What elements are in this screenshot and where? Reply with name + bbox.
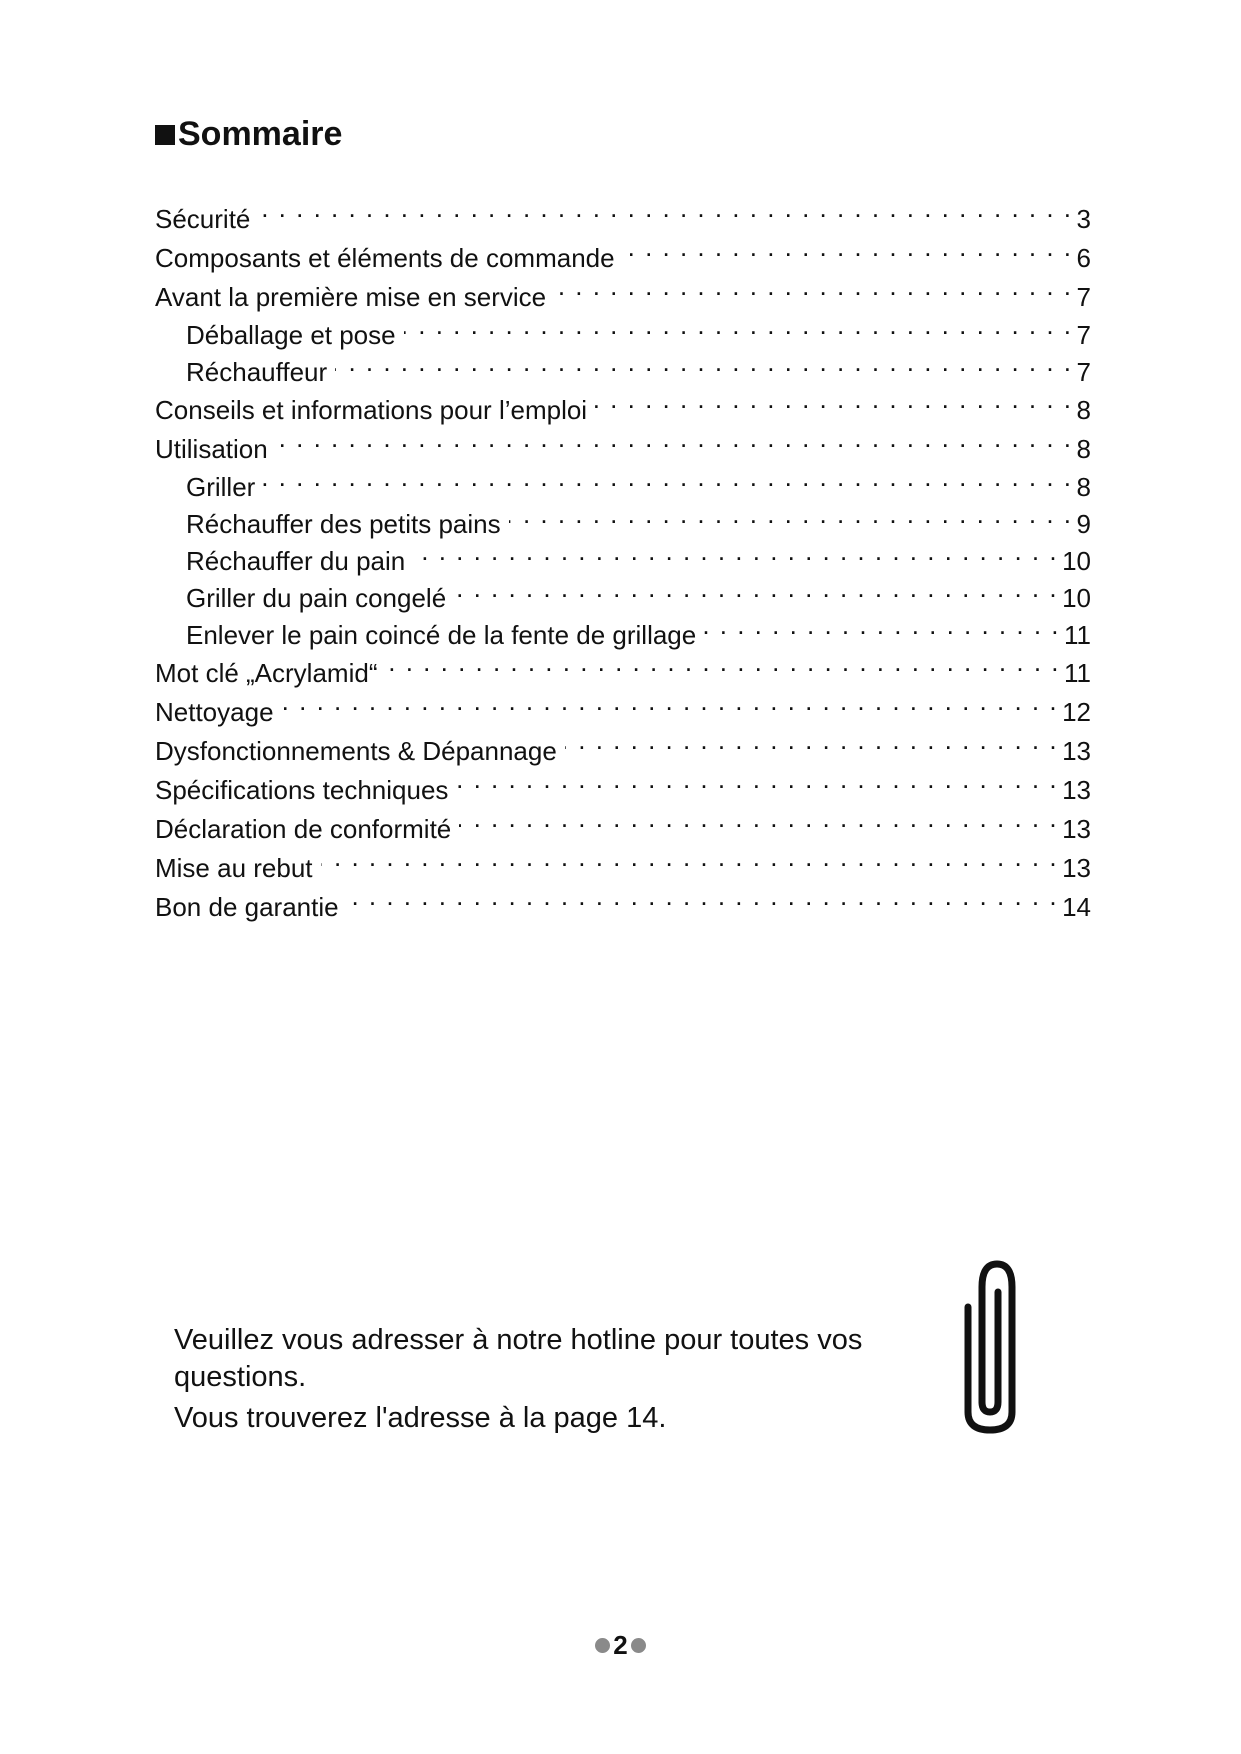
toc-entry-label: Spécifications techniques — [155, 775, 449, 805]
toc-leader-dots — [454, 581, 1058, 607]
toc-entry — [155, 543, 1091, 580]
toc-leader-dots — [554, 280, 1072, 306]
toc-entry-label: Enlever le pain coincé de la fente de grillage — [186, 620, 697, 650]
toc-entry — [155, 506, 1091, 543]
toc-entry — [155, 430, 1091, 469]
toc-entry — [155, 200, 1091, 239]
hotline-note — [174, 1322, 934, 1437]
toc-entry-label: Conseils et informations pour l’emploi — [155, 395, 588, 425]
toc-entry-page: 3 — [1076, 204, 1091, 234]
toc-leader-dots — [282, 695, 1059, 721]
toc-leader-dots — [263, 470, 1072, 496]
toc-entry — [155, 580, 1091, 617]
toc-entry — [155, 239, 1091, 278]
toc-entry-page: 8 — [1076, 395, 1091, 425]
toc-entry — [155, 654, 1091, 693]
hotline-note-line-2: Vous trouverez l'adresse à la page 14. — [174, 1402, 667, 1434]
toc-entry-page: 12 — [1062, 697, 1091, 727]
toc-entry-page: 11 — [1064, 658, 1091, 688]
toc-entry-page: 10 — [1062, 546, 1091, 576]
toc-entry-label: Dysfonctionnements & Dépannage — [155, 736, 557, 766]
toc-entry-label: Utilisation — [155, 434, 268, 464]
toc-entry-label: Réchauffeur — [186, 357, 328, 387]
square-bullet-icon — [155, 125, 175, 145]
toc-entry-page: 11 — [1064, 620, 1091, 650]
toc-entry-page: 7 — [1076, 282, 1091, 312]
toc-entry — [155, 849, 1091, 888]
toc-entry-label: Déballage et pose — [186, 320, 396, 350]
toc-entry-page: 7 — [1076, 357, 1091, 387]
toc-leader-dots — [704, 618, 1060, 644]
toc-entry-page: 8 — [1076, 472, 1091, 502]
toc-entry-label: Griller du pain congelé — [186, 583, 447, 613]
toc-leader-dots — [276, 432, 1073, 458]
page-number — [0, 1630, 1241, 1660]
toc-entry-page: 13 — [1062, 775, 1091, 805]
toc-entry — [155, 278, 1091, 317]
toc-entry — [155, 469, 1091, 506]
toc-entry-label: Réchauffer du pain — [186, 546, 406, 576]
toc-entry-page: 14 — [1062, 892, 1091, 922]
toc-entry-page: 8 — [1076, 434, 1091, 464]
page-number-text: 2 — [613, 1630, 628, 1660]
toc-leader-dots — [509, 507, 1073, 533]
toc-entry-label: Mot clé „Acrylamid“ — [155, 658, 378, 688]
toc-leader-dots — [321, 851, 1059, 877]
hotline-note-line-1: Veuillez vous adresser à notre hotline pour toutes vos questions. — [174, 1324, 863, 1393]
toc-entry-page: 13 — [1062, 736, 1091, 766]
toc-leader-dots — [413, 544, 1058, 570]
toc-leader-dots — [623, 241, 1073, 267]
toc-entry — [155, 771, 1091, 810]
toc-entry — [155, 391, 1091, 430]
toc-entry — [155, 617, 1091, 654]
page-title-text: Sommaire — [178, 115, 343, 153]
toc-leader-dots — [456, 773, 1058, 799]
toc-entry-page: 13 — [1062, 814, 1091, 844]
toc-leader-dots — [258, 202, 1072, 228]
toc-leader-dots — [335, 355, 1072, 381]
page-title — [155, 114, 342, 154]
toc-entry — [155, 888, 1091, 927]
toc-leader-dots — [404, 318, 1073, 344]
toc-leader-dots — [565, 734, 1058, 760]
toc-entry-page: 7 — [1076, 320, 1091, 350]
toc-entry-label: Bon de garantie — [155, 892, 339, 922]
toc-entry — [155, 810, 1091, 849]
left-dot-icon — [595, 1638, 610, 1653]
toc-entry-label: Mise au rebut — [155, 853, 313, 883]
toc-entry-label: Sécurité — [155, 204, 251, 234]
toc-entry-page: 6 — [1076, 243, 1091, 273]
toc-leader-dots — [595, 393, 1072, 419]
toc-entry-label: Composants et éléments de commande — [155, 243, 615, 273]
toc-entry-label: Réchauffer des petits pains — [186, 509, 501, 539]
toc-entry — [155, 732, 1091, 771]
toc-leader-dots — [347, 890, 1058, 916]
toc-entry-label: Griller — [186, 472, 256, 502]
toc-entry-page: 13 — [1062, 853, 1091, 883]
toc-entry — [155, 317, 1091, 354]
toc-leader-dots — [459, 812, 1058, 838]
toc-entry — [155, 354, 1091, 391]
toc-entry-label: Nettoyage — [155, 697, 274, 727]
toc-leader-dots — [385, 656, 1060, 682]
paperclip-icon — [960, 1252, 1020, 1437]
toc-entry — [155, 693, 1091, 732]
toc-entry-label: Déclaration de conformité — [155, 814, 452, 844]
toc-entry-page: 9 — [1076, 509, 1091, 539]
right-dot-icon — [631, 1638, 646, 1653]
toc-entry-label: Avant la première mise en service — [155, 282, 547, 312]
toc-entry-page: 10 — [1062, 583, 1091, 613]
table-of-contents — [155, 200, 1091, 927]
